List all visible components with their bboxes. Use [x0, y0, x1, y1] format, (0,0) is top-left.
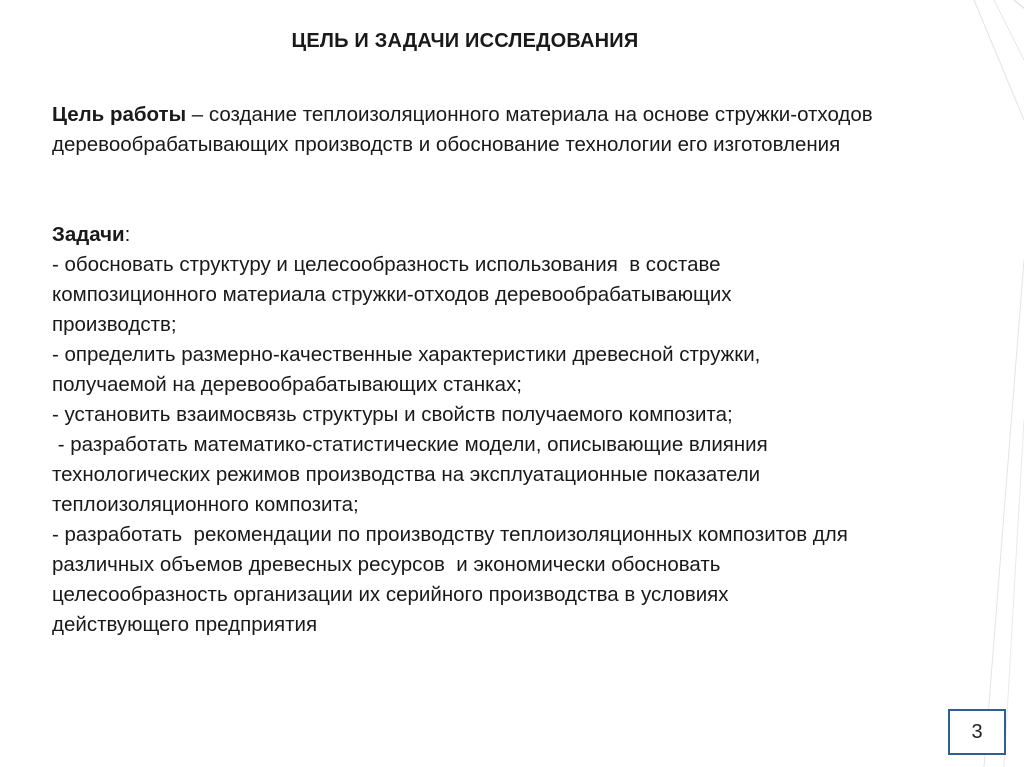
page-number-box: [948, 709, 1006, 755]
goal-text-1: – создание теплоизоляционного материала на основе стружки-отходов: [186, 103, 873, 126]
tasks-heading: [52, 220, 982, 250]
task-line: производств;: [52, 313, 177, 336]
goal-text-2: деревообрабатывающих производств и обоснование технологии его изготовления: [52, 133, 841, 156]
task-line: целесообразность организации их серийного производства в условиях: [52, 583, 729, 606]
tasks-section: [52, 220, 982, 640]
task-line: действующего предприятия: [52, 613, 318, 636]
page-number: 3: [971, 720, 983, 743]
goal-label: Цель работы: [52, 103, 187, 126]
goal-line-1: [52, 100, 982, 130]
task-line: различных объемов древесных ресурсов и экономически обосновать: [52, 553, 721, 576]
tasks-colon: :: [124, 223, 131, 246]
task-line: теплоизоляционного композита;: [52, 493, 359, 516]
task-line: композиционного материала стружки-отходов деревообрабатывающих: [52, 283, 732, 306]
page-title: ЦЕЛЬ И ЗАДАЧИ ИССЛЕДОВАНИЯ: [291, 30, 639, 52]
goal-section: [52, 100, 982, 160]
task-line: - определить размерно-качественные характеристики древесной стружки,: [52, 343, 761, 366]
task-line: - разработать рекомендации по производству теплоизоляционных композитов для: [52, 523, 848, 546]
task-line: - разработать математико-статистические модели, описывающие влияния: [52, 433, 768, 456]
task-line: - обосновать структуру и целесообразность использования в составе: [52, 253, 721, 276]
task-line: - установить взаимосвязь структуры и свойств получаемого композита;: [52, 403, 733, 426]
task-line: технологических режимов производства на эксплуатационные показатели: [52, 463, 761, 486]
task-line: получаемой на деревообрабатывающих станках;: [52, 373, 522, 396]
tasks-label: Задачи: [52, 223, 125, 246]
